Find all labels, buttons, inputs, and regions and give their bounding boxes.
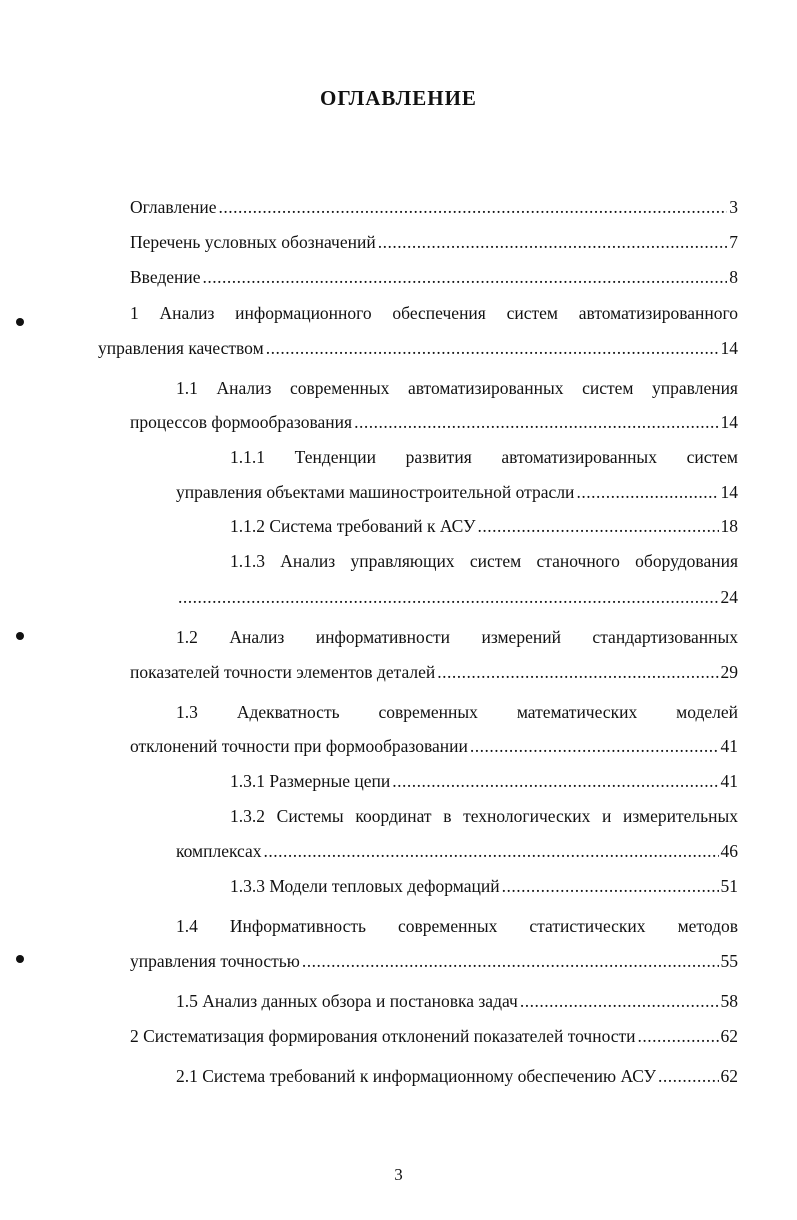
toc-entry-page: 8: [729, 267, 738, 287]
toc-entry-page: 18: [720, 516, 738, 536]
margin-mark: [16, 955, 24, 963]
leader-dots: [658, 1059, 718, 1093]
toc-entry-title: 2.1 Система требований к информационному обеспечению АСУ: [176, 1066, 657, 1086]
toc-entry-title: Оглавление: [130, 197, 217, 217]
leader-dots: [520, 984, 719, 1018]
toc-entry-page: 14: [720, 482, 738, 502]
toc-entry-page: 41: [720, 736, 738, 756]
toc-entry[interactable]: [130, 225, 738, 259]
leader-dots: [392, 764, 718, 798]
leader-dots: [354, 405, 718, 439]
leader-dots: [218, 190, 727, 224]
toc-entry-page: 55: [720, 951, 738, 971]
toc-entry[interactable]: [130, 1019, 738, 1053]
toc-entry-page: 14: [720, 338, 738, 358]
toc-entry-page: 24: [720, 587, 738, 607]
toc-entry-page: 46: [720, 841, 738, 861]
toc-entry-page: 7: [729, 232, 738, 252]
toc-entry-line1[interactable]: 1.1.1 Тенденции развития автоматизированных систем: [230, 447, 738, 467]
leader-dots: [203, 260, 728, 294]
toc-entry-page: 3: [729, 197, 738, 217]
toc-entry[interactable]: [230, 764, 738, 798]
toc-entry[interactable]: [130, 729, 738, 763]
toc-entry-line1[interactable]: 1.3 Адекватность современных математических моделей: [176, 702, 738, 722]
toc-entry[interactable]: [176, 580, 738, 614]
leader-dots: [378, 225, 728, 259]
margin-mark: [16, 632, 24, 640]
toc-entry[interactable]: [130, 405, 738, 439]
toc-entry[interactable]: [176, 475, 738, 509]
toc-entry-title: 1.1.2 Система требований к АСУ: [230, 516, 476, 536]
leader-dots: [178, 580, 719, 614]
toc-entry-title: комплексах: [176, 841, 262, 861]
toc-entry[interactable]: [130, 190, 738, 224]
toc-heading: ОГЛАВЛЕНИЕ: [320, 86, 477, 110]
toc-entry-title: управления объектами машиностроительной отрасли: [176, 482, 575, 502]
toc-entry-line1[interactable]: 1.1.3 Анализ управляющих систем станочного оборудования: [230, 551, 738, 571]
toc-entry-title: управления качеством: [98, 338, 264, 358]
leader-dots: [264, 834, 719, 868]
toc-entry-page: 51: [720, 876, 738, 896]
toc-entry-title: 1.3.3 Модели тепловых деформаций: [230, 876, 500, 896]
margin-mark: [16, 318, 24, 326]
toc-entry-title: 1.5 Анализ данных обзора и постановка задач: [176, 991, 518, 1011]
toc-entry[interactable]: [98, 331, 738, 365]
toc-entry[interactable]: [230, 869, 738, 903]
toc-entry[interactable]: [176, 834, 738, 868]
toc-entry[interactable]: [130, 655, 738, 689]
toc-entry[interactable]: [130, 260, 738, 294]
toc-entry-title: показателей точности элементов деталей: [130, 662, 436, 682]
toc-entry-title: управления точностью: [130, 951, 300, 971]
toc-entry-page: 29: [720, 662, 738, 682]
toc-entry[interactable]: [176, 1059, 738, 1093]
toc-entry-line1[interactable]: 1.3.2 Системы координат в технологических и измерительных: [230, 806, 738, 826]
toc-entry[interactable]: [130, 944, 738, 978]
toc-entry-title: Введение: [130, 267, 201, 287]
toc-entry[interactable]: [230, 509, 738, 543]
toc-entry-title: отклонений точности при формообразовании: [130, 736, 468, 756]
toc-entry-line1[interactable]: 1 Анализ информационного обеспечения систем автоматизированного: [130, 303, 738, 323]
leader-dots: [302, 944, 719, 978]
toc-entry-page: 62: [720, 1026, 738, 1046]
leader-dots: [477, 509, 718, 543]
leader-dots: [502, 869, 719, 903]
leader-dots: [266, 331, 719, 365]
page-number: 3: [394, 1165, 403, 1184]
toc-entry-title: 1.3.1 Размерные цепи: [230, 771, 391, 791]
leader-dots: [576, 475, 718, 509]
toc-entry-page: 62: [720, 1066, 738, 1086]
toc-entry[interactable]: [176, 984, 738, 1018]
toc-entry-page: 14: [720, 412, 738, 432]
leader-dots: [437, 655, 718, 689]
toc-entry-page: 41: [720, 771, 738, 791]
leader-dots: [470, 729, 719, 763]
leader-dots: [638, 1019, 719, 1053]
toc-entry-page: 58: [720, 991, 738, 1011]
toc-entry-title: 2 Систематизация формирования отклонений показателей точности: [130, 1026, 636, 1046]
toc-entry-line1[interactable]: 1.2 Анализ информативности измерений стандартизованных: [176, 627, 738, 647]
toc-entry-line1[interactable]: 1.4 Информативность современных статистических методов: [176, 916, 738, 936]
toc-entry-line1[interactable]: 1.1 Анализ современных автоматизированных систем управления: [176, 378, 738, 398]
toc-entry-title: Перечень условных обозначений: [130, 232, 376, 252]
toc-entry-title: процессов формообразования: [130, 412, 353, 432]
